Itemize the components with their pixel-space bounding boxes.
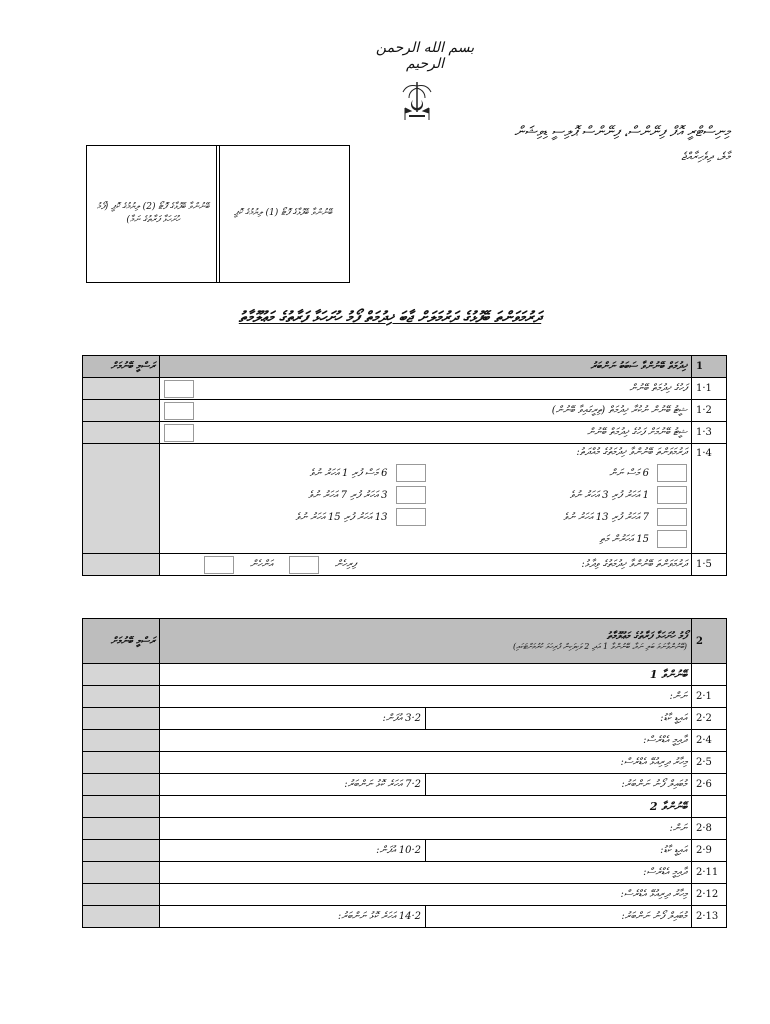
photo-box-2	[86, 145, 220, 283]
section-1-number: 1	[692, 356, 727, 378]
gender-option-female[interactable]: އަންހެން	[164, 556, 273, 574]
age-option[interactable]: 6 މަސް ފުރި 1 އަހަރު ނުވެ	[164, 464, 426, 482]
age-option[interactable]: 15 އަހަރުން މަތި	[426, 530, 688, 548]
input-field[interactable]	[160, 752, 692, 774]
row-label: 2·7 އަހަރެ ކޮޅު ނަންބަރު:	[344, 779, 421, 790]
row-label: މުބައިލް ފޯނު ނަންބަރު:	[621, 779, 687, 790]
row-number: 1·3	[692, 422, 727, 444]
checkbox[interactable]	[164, 380, 194, 398]
input-field[interactable]	[425, 906, 691, 927]
table-row	[83, 840, 727, 862]
row-number: 2·4	[692, 730, 727, 752]
row-number: 2·6	[692, 774, 727, 796]
table-row	[83, 400, 727, 422]
row-number: 1·4	[692, 444, 727, 554]
person-2-heading: ބޭނުންވާ 2	[160, 796, 692, 818]
input-field[interactable]	[160, 774, 425, 795]
input-field[interactable]	[425, 708, 691, 729]
row-label: ޝީޓު ބޭނުމަށް ފަހުގެ ޚިދުމަތް ބޭނުން	[587, 427, 687, 438]
age-option[interactable]: 13 އަހަރު ފުރި 15 އަހަރު ނުވެ	[164, 508, 426, 526]
row-label: ދަރުމަވަންތަ ބޭނުންވާ ޚިދުމަތުގެ ވިދާޅު:	[581, 559, 687, 570]
row-label: ދާއިމީ އެޑްރެސް:	[643, 867, 687, 878]
office-use-header: ރަސްމީ ބޭނުމަށް	[83, 619, 160, 664]
table-row	[83, 686, 727, 708]
state-emblem-icon	[397, 78, 437, 122]
row-label: ދާއިމީ އެޑްރެސް:	[643, 735, 687, 746]
age-option[interactable]: 3 އަހަރު ފުރި 7 އަހަރު ނުވެ	[164, 486, 426, 504]
row-number: 2·13	[692, 906, 727, 928]
row-number: 2·2	[692, 708, 727, 730]
photo-box-1-text: ބޭނުންވާ ބޭފުޅާގެ ފޮޓޯ (1) ލިޔުމުގެ ކޮޕީ	[233, 208, 333, 219]
section-1-table	[82, 355, 727, 576]
row-label: 2·14 އަހަރެ ކޮޅު ނަންބަރު:	[337, 911, 421, 922]
input-field[interactable]	[160, 884, 692, 906]
row-label: ނަން:	[669, 823, 687, 834]
table-row	[83, 730, 727, 752]
row-label: ދަރުމަވަންތަ ބޭނުންވާ ޚިދުމަތުގެ މުއްދަތު:	[576, 447, 687, 458]
row-number: 1·2	[692, 400, 727, 422]
row-number: 2·12	[692, 884, 727, 906]
age-option[interactable]: 7 އަހަރު ފުރި 13 އަހަރު ނުވެ	[426, 508, 688, 526]
table-row	[83, 378, 727, 400]
section-2-title: ފޯމު ހުށަހަޅާ ފަރާތުގެ މަޢުލޫމާތު	[606, 630, 687, 642]
input-field[interactable]	[425, 840, 691, 861]
gender-option-male[interactable]: ފިރިހެން	[289, 556, 356, 574]
row-number: 1·5	[692, 554, 727, 576]
ministry-location: މާލެ، ދިވެހިރާއްޖެ	[681, 150, 730, 163]
age-option[interactable]: 6 މަސް ނަން	[426, 464, 688, 482]
input-field[interactable]	[160, 708, 425, 729]
row-label: އައިޑީ ކާޑު:	[660, 845, 687, 856]
photo-box-2-text: ބޭނުންވާ ބޭފުޅާގެ ފޮޓޯ (2) ލިޔުމުގެ ކޮޕީ (ފޯމު ހުށަހަޅާ ފަރާތުގެ ނަމާ)	[96, 201, 210, 225]
table-row	[83, 554, 727, 576]
input-field[interactable]	[160, 840, 425, 861]
table-row	[83, 752, 727, 774]
table-row	[83, 422, 727, 444]
row-number: 2·5	[692, 752, 727, 774]
bismillah-calligraphy: بسم الله الرحمن الرحيم	[375, 40, 475, 72]
person-1-heading: ބޭނުންވާ 1	[160, 664, 692, 686]
row-number: 2·9	[692, 840, 727, 862]
row-label: މިހާރު ދިރިއުޅޭ އެޑްރެސް:	[620, 889, 687, 900]
input-field[interactable]	[160, 818, 692, 840]
row-number: 1·1	[692, 378, 727, 400]
photo-box-1	[216, 145, 350, 283]
row-label: ނަން:	[669, 691, 687, 702]
section-2-number: 2	[692, 619, 727, 664]
row-label: މިހާރު ދިރިއުޅޭ އެޑްރެސް:	[620, 757, 687, 768]
row-label: އައިޑީ ކާޑު:	[660, 713, 687, 724]
row-label: ޝީޓު ބޭނުން ނުކުރާ ޚިދުމަތް (ތިރީގައިވާ ބޭނުން)	[551, 405, 687, 416]
person-2-heading-row	[83, 796, 727, 818]
checkbox[interactable]	[164, 402, 194, 420]
input-field[interactable]	[425, 774, 691, 795]
row-label: ފަހުގެ ޚިދުމަތް ބޭނުން	[629, 383, 687, 394]
table-row	[83, 906, 727, 928]
input-field[interactable]	[160, 906, 425, 927]
table-row	[83, 774, 727, 796]
section-1-title: ޚިދުމަތް ބޭނުންވާ ސަބަބު ނަންބަރު	[160, 356, 692, 378]
row-number: 2·8	[692, 818, 727, 840]
person-1-heading-row	[83, 664, 727, 686]
input-field[interactable]	[160, 686, 692, 708]
input-field[interactable]	[160, 862, 692, 884]
section-2-table	[82, 618, 727, 928]
table-row	[83, 862, 727, 884]
section-2-subtitle: (ބޭނުންވާނަމަ ބަލި ނަމާ، ބޭނުންވާ 1 އަދި 2 ވަކިވަކިން ފުރިހަމަ ކުރުމަށްޓަކައި)	[512, 641, 687, 651]
input-field[interactable]	[160, 730, 692, 752]
table-row	[83, 818, 727, 840]
row-label: މުބައިލް ފޯނު ނަންބަރު:	[621, 911, 687, 922]
table-row	[83, 884, 727, 906]
row-number: 2·11	[692, 862, 727, 884]
form-title: ދަރުމަވަންތަ ބޭފުޅުގެ ދަރުމަލަށް ޖާބަ ޚިދުމަތް ފޯމު ހުށަހަޅާ ފަރާތުގެ މަޢުލޫމާތު	[238, 308, 542, 326]
checkbox[interactable]	[164, 424, 194, 442]
row-label: 2·3 އުފަން:	[382, 713, 421, 724]
age-option[interactable]: 1 އަހަރު ފުރި 3 އަހަރު ނުވެ	[426, 486, 688, 504]
office-use-header: ރަސްމީ ބޭނުމަށް	[83, 356, 160, 378]
row-number: 2·1	[692, 686, 727, 708]
table-row	[83, 444, 727, 554]
row-label: 2·10 އުފަން:	[376, 845, 421, 856]
ministry-heading: މިނިސްޓްރީ އޮފް ފިނޭންސް، ފިނޭންސް ޕޮލިސީ ޑިވިޝަން	[514, 124, 730, 140]
table-row	[83, 708, 727, 730]
